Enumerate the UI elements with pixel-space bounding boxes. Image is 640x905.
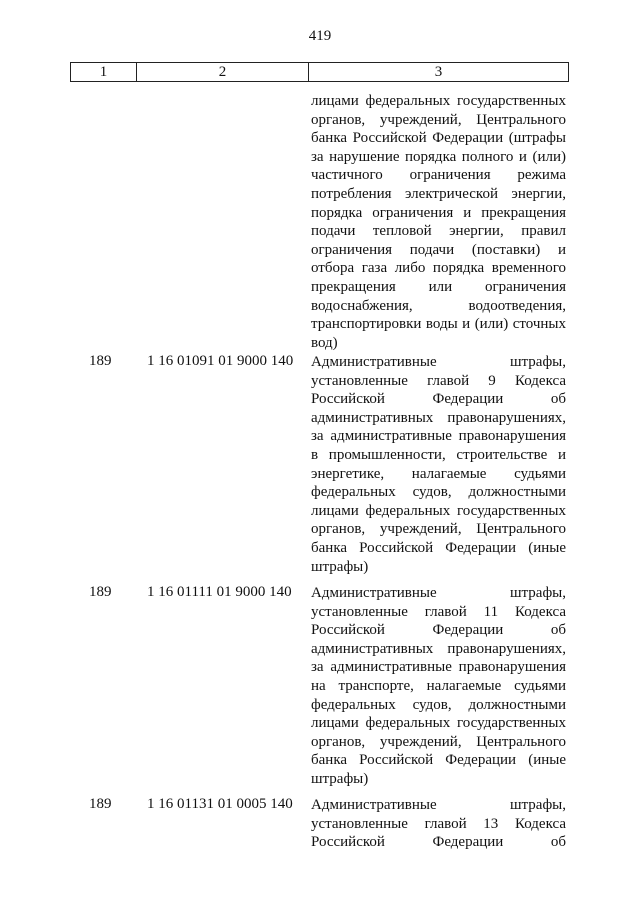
desc-line: вод) [311, 334, 338, 351]
desc-line: органов, учреждений, Центрального [311, 521, 566, 538]
desc-line: за административные правонарушения [311, 659, 566, 676]
admin-code: 189 [89, 584, 112, 600]
desc-line: федеральных судов, должностными [311, 696, 566, 713]
desc-line: административных правонарушениях, [311, 409, 566, 426]
kbk-code: 1 16 01111 01 9000 140 [147, 584, 292, 600]
row-description [311, 584, 566, 789]
desc-line: штрафы) [311, 770, 369, 787]
header-col-1: 1 [71, 63, 137, 81]
admin-code: 189 [89, 796, 112, 812]
desc-line: лицами федеральных государственных [311, 93, 566, 109]
desc-line: банка Российской Федерации (иные [311, 539, 566, 556]
desc-line: Российской Федерации об [311, 622, 566, 639]
kbk-code: 1 16 01091 01 9000 140 [147, 353, 294, 369]
desc-line: установленные главой 13 Кодекса [311, 815, 566, 832]
desc-line: Административные штрафы, [311, 585, 566, 601]
desc-line: потребления электрической энергии, [311, 185, 566, 202]
desc-line: федеральных судов, должностными [311, 484, 566, 501]
desc-line: порядка ограничения и прекращения [311, 204, 566, 221]
desc-line: банка Российской Федерации (иные [311, 752, 566, 769]
desc-line: органов, учреждений, Центрального [311, 111, 566, 128]
desc-line: Административные штрафы, [311, 354, 566, 370]
desc-line: лицами федеральных государственных [311, 502, 566, 519]
admin-code: 189 [89, 353, 112, 369]
desc-line: Российской Федерации об [311, 834, 566, 851]
desc-line: штрафы) [311, 558, 369, 575]
row-description [311, 796, 566, 852]
desc-line: установленные главой 11 Кодекса [311, 603, 566, 620]
desc-line: на транспорте, налагаемые судьями [311, 677, 566, 694]
desc-line: за административные правонарушения [311, 428, 566, 445]
desc-line: установленные главой 9 Кодекса [311, 372, 566, 389]
desc-line: отбора газа либо порядка временного [311, 260, 566, 277]
header-col-3: 3 [434, 63, 443, 80]
kbk-code: 1 16 01131 01 0005 140 [147, 796, 293, 812]
desc-line: ограничения подачи (поставки) и [311, 241, 566, 258]
desc-line: прекращения или ограничения [311, 278, 566, 295]
desc-line: административных правонарушениях, [311, 640, 566, 657]
header-col-2: 2 [137, 63, 309, 81]
row-description [311, 92, 566, 352]
desc-line: частичного ограничения режима [311, 167, 566, 184]
table-header [70, 62, 569, 82]
desc-line: водоснабжения, водоотведения, [311, 297, 566, 314]
row-description [311, 353, 566, 576]
desc-line: транспортировки воды и (или) сточных [311, 316, 566, 333]
desc-line: Российской Федерации об [311, 391, 566, 408]
desc-line: за нарушение порядка полного и (или) [311, 148, 566, 165]
desc-line: подачи тепловой энергии, правил [311, 223, 566, 240]
desc-line: лицами федеральных государственных [311, 715, 566, 732]
page-number: 419 [308, 28, 332, 44]
desc-line: в промышленности, строительстве и [311, 446, 566, 463]
desc-line: органов, учреждений, Центрального [311, 733, 566, 750]
desc-line: банка Российской Федерации (штрафы [311, 130, 566, 147]
desc-line: Административные штрафы, [311, 797, 566, 813]
desc-line: энергетике, налагаемые судьями [311, 465, 566, 482]
